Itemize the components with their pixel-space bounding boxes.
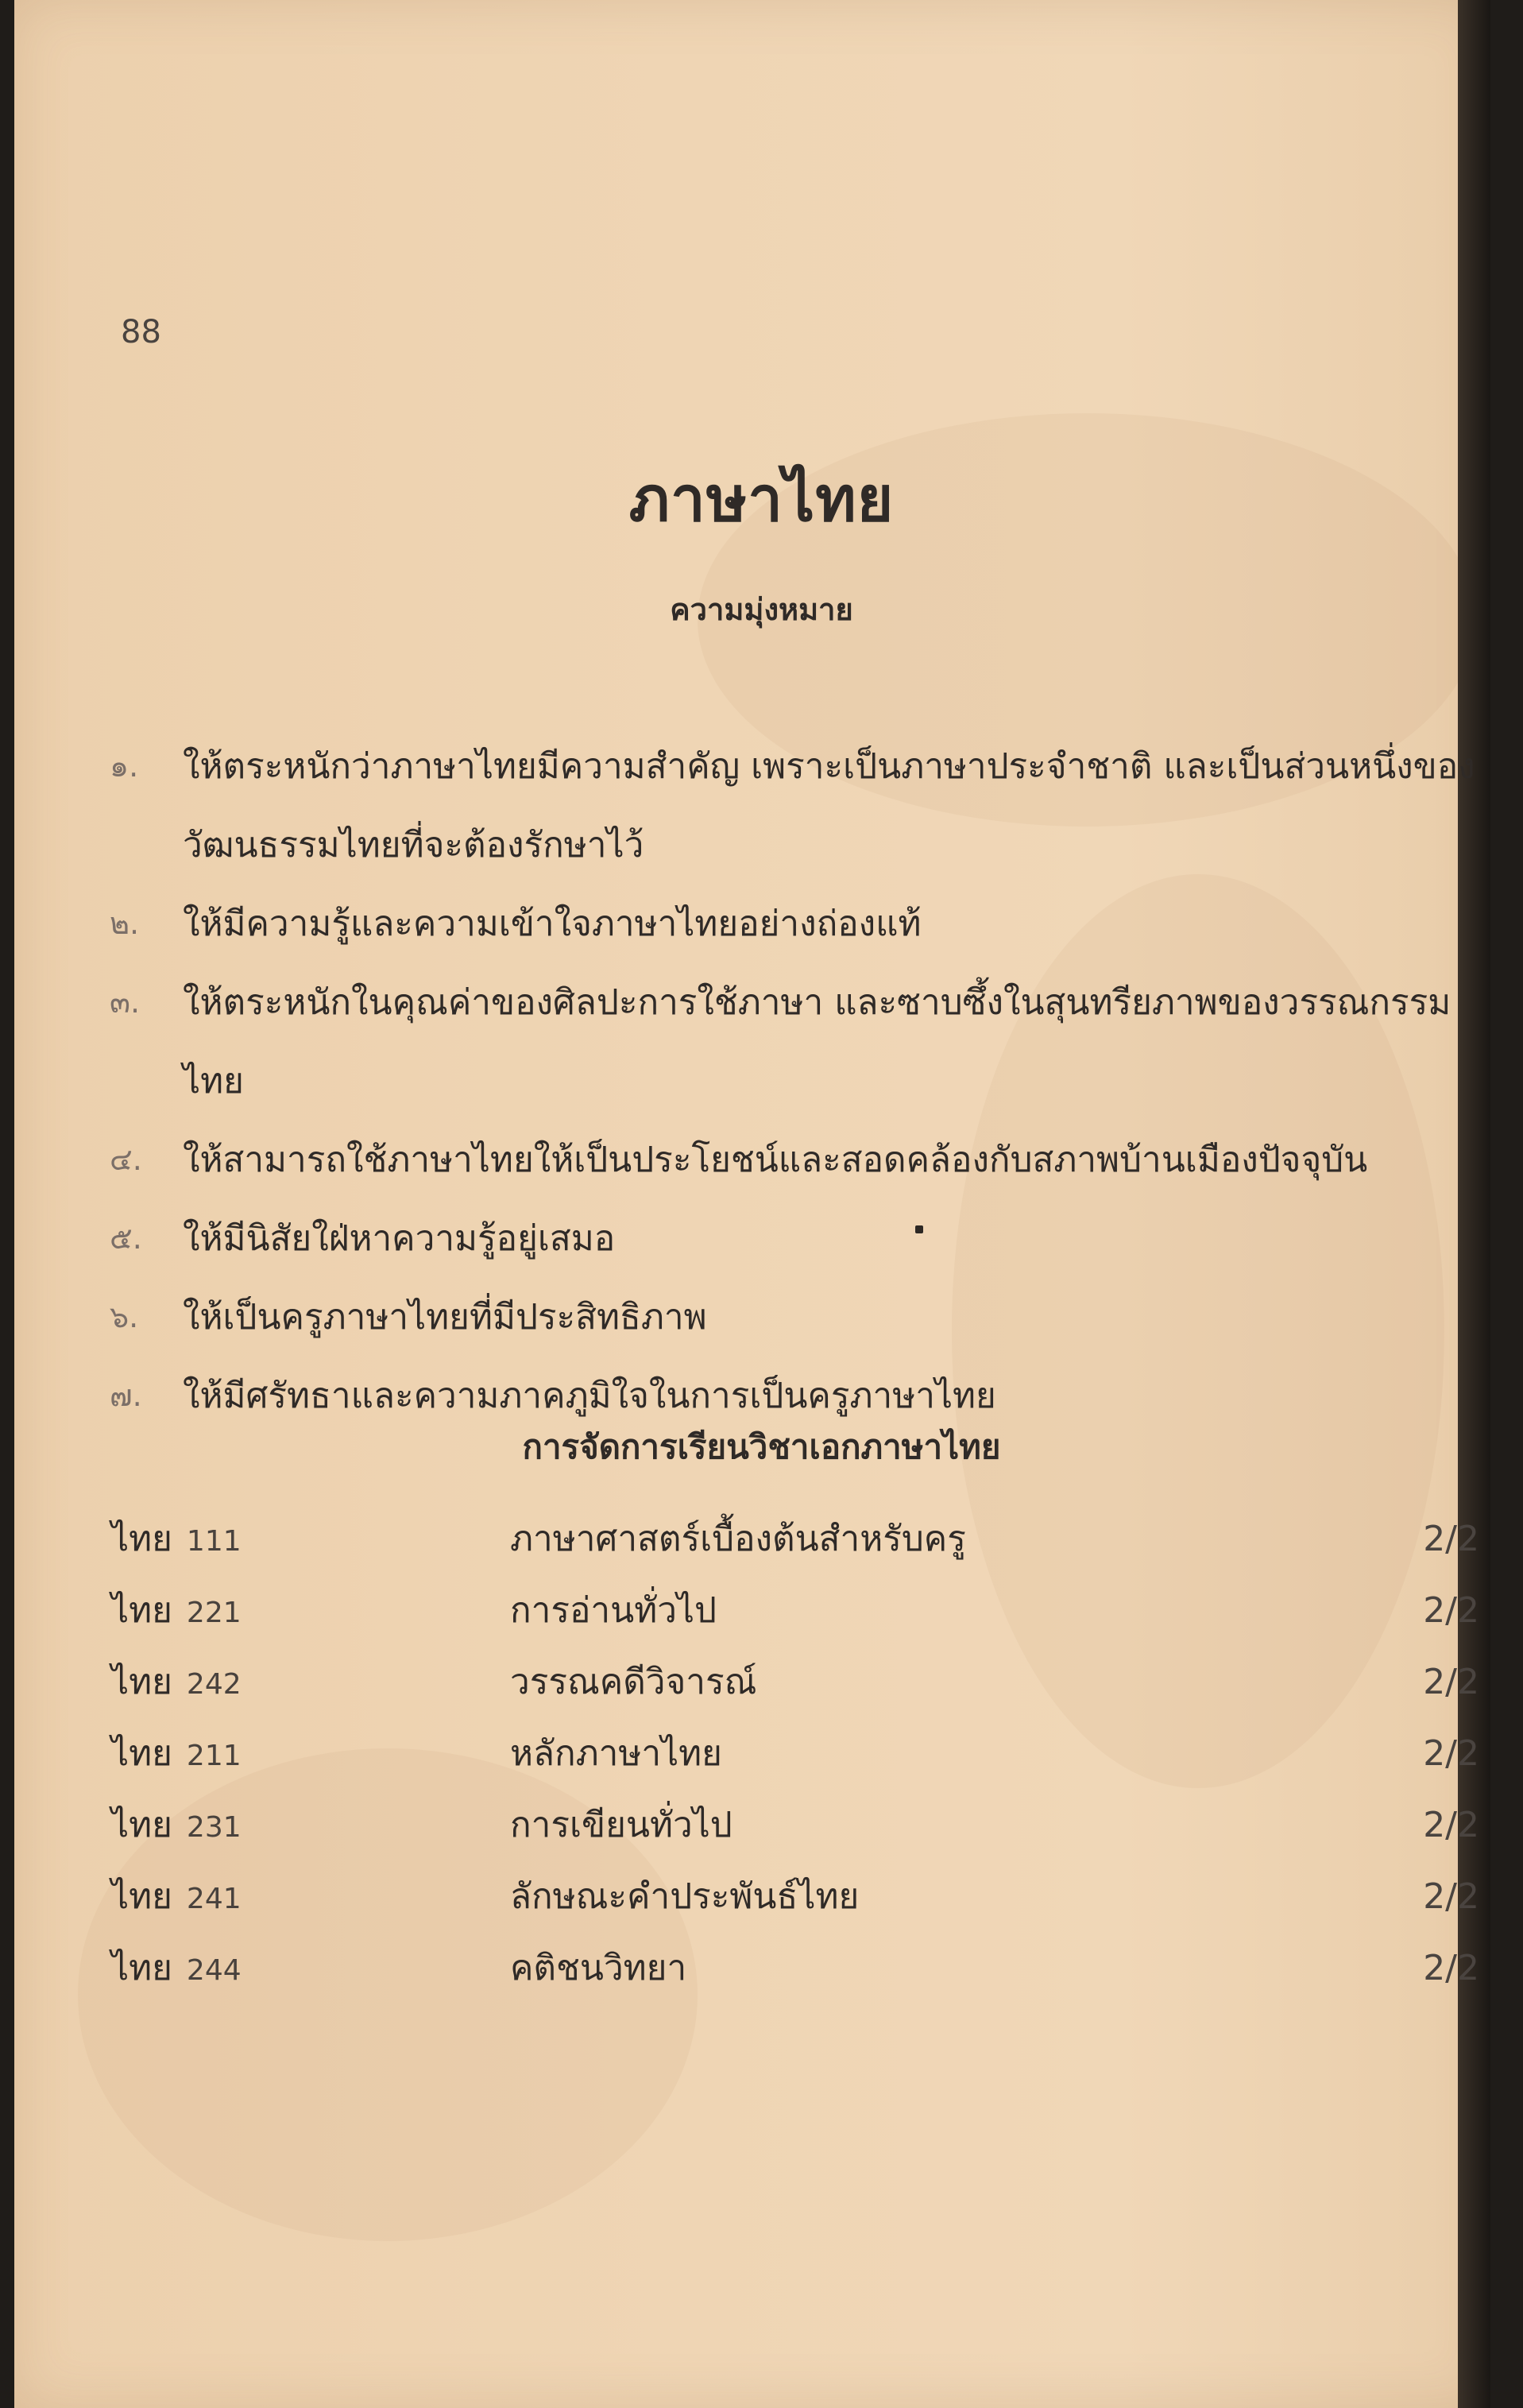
objective-number: ๒. <box>110 906 140 941</box>
objective-item <box>110 727 1476 885</box>
course-subject: ไทย <box>111 1805 172 1845</box>
course-row <box>97 1575 1479 1647</box>
course-subject: ไทย <box>111 1519 172 1559</box>
objective-text: ให้เป็นครูภาษาไทยที่มีประสิทธิภาพ <box>183 1297 707 1338</box>
course-name: ภาษาศาสตร์เบื้องต้นสำหรับครู <box>510 1519 966 1559</box>
course-credits: 2/2 <box>1423 1876 1479 1917</box>
objective-item <box>110 1121 1476 1199</box>
objective-number: ๑. <box>110 749 139 784</box>
course-number: 111 <box>186 1525 242 1558</box>
course-code <box>111 1718 302 1792</box>
objective-number: ๖. <box>110 1299 139 1334</box>
course-row <box>97 1861 1479 1933</box>
course-code <box>111 1575 302 1649</box>
course-row <box>97 1504 1479 1575</box>
objective-item <box>110 963 1476 1121</box>
objective-item <box>110 1199 1476 1278</box>
objectives-heading: ความมุ่งหมาย <box>670 591 853 627</box>
course-number: 211 <box>186 1740 242 1772</box>
objective-item <box>110 885 1476 963</box>
course-code <box>111 1933 302 2007</box>
course-row <box>97 1718 1479 1790</box>
objective-text: ให้สามารถใช้ภาษาไทยให้เป็นประโยชน์และสอดคล้องกับสภาพบ้านเมืองปัจจุบัน <box>183 1140 1368 1180</box>
course-code <box>111 1790 302 1864</box>
course-number: 231 <box>186 1811 242 1844</box>
course-number: 221 <box>186 1597 242 1629</box>
course-subject: ไทย <box>111 1733 172 1774</box>
course-code <box>111 1504 302 1578</box>
course-credits: 2/2 <box>1423 1948 1479 1988</box>
objective-text: ให้ตระหนักในคุณค่าของศิลปะการใช้ภาษา และซาบซึ้งในสุนทรียภาพของวรรณกรรมไทย <box>183 982 1451 1101</box>
course-credits: 2/2 <box>1423 1590 1479 1631</box>
objective-text: ให้มีศรัทธาและความภาคภูมิใจในการเป็นครูภาษาไทย <box>183 1376 996 1416</box>
objective-item <box>110 1278 1476 1357</box>
objective-item <box>110 1357 1476 1435</box>
course-list <box>97 1504 1479 2004</box>
course-row <box>97 1933 1479 2004</box>
course-name: คติชนวิทยา <box>510 1948 687 1988</box>
objective-number: ๕. <box>110 1221 142 1256</box>
objective-text: ให้ตระหนักว่าภาษาไทยมีความสำคัญ เพราะเป็นภาษาประจำชาติ และเป็นส่วนหนึ่งของวัฒนธรรมไทยที่จะต้องรักษาไว้ <box>183 746 1475 865</box>
course-subject: ไทย <box>111 1662 172 1702</box>
course-name: การเขียนทั่วไป <box>510 1805 733 1845</box>
objective-text: ให้มีความรู้และความเข้าใจภาษาไทยอย่างถ่องแท้ <box>183 904 922 944</box>
course-number: 242 <box>186 1668 242 1701</box>
ink-dot <box>915 1225 923 1233</box>
course-subject: ไทย <box>111 1590 172 1631</box>
objective-number: ๓. <box>110 985 141 1020</box>
page-number: 88 <box>121 314 161 350</box>
objective-number: ๔. <box>110 1142 142 1177</box>
course-credits: 2/2 <box>1423 1805 1479 1845</box>
page-title: ภาษาไทย <box>628 463 895 536</box>
course-number: 241 <box>186 1883 242 1915</box>
course-code <box>111 1861 302 1935</box>
course-name: การอ่านทั่วไป <box>510 1590 717 1631</box>
course-row <box>97 1647 1479 1718</box>
course-subject: ไทย <box>111 1948 172 1988</box>
course-name: วรรณคดีวิจารณ์ <box>510 1662 757 1702</box>
course-number: 244 <box>186 1954 242 1987</box>
objective-text: ให้มีนิสัยใฝ่หาความรู้อยู่เสมอ <box>183 1218 616 1259</box>
course-credits: 2/2 <box>1423 1733 1479 1774</box>
course-credits: 2/2 <box>1423 1519 1479 1559</box>
course-credits: 2/2 <box>1423 1662 1479 1702</box>
objective-number: ๗. <box>110 1378 142 1413</box>
course-code <box>111 1647 302 1721</box>
courses-heading: การจัดการเรียนวิชาเอกภาษาไทย <box>522 1427 1001 1466</box>
course-name: ลักษณะคำประพันธ์ไทย <box>510 1876 860 1917</box>
course-row <box>97 1790 1479 1861</box>
course-subject: ไทย <box>111 1876 172 1917</box>
objectives-list <box>110 727 1476 1435</box>
course-name: หลักภาษาไทย <box>510 1733 722 1774</box>
